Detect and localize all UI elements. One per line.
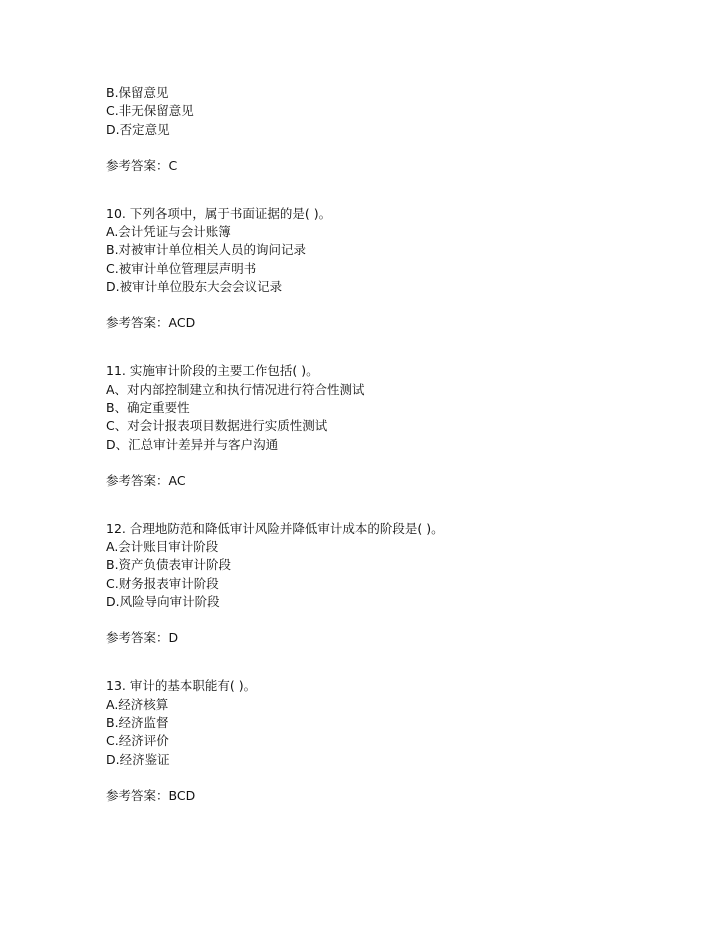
option-d: D.风险导向审计阶段 — [106, 594, 220, 610]
option-a: A.会计凭证与会计账簿 — [106, 224, 231, 240]
option-c: C.经济评价 — [106, 733, 169, 749]
reference-answer — [106, 629, 686, 647]
reference-answer — [106, 314, 686, 332]
question-text: 12. 合理地防范和降低审计风险并降低审计成本的阶段是( )。 — [106, 520, 444, 536]
option-c: C.非无保留意见 — [106, 103, 194, 119]
answer-value: C — [168, 157, 178, 173]
reference-answer — [106, 157, 686, 175]
document-page — [106, 84, 686, 805]
option-d: D、汇总审计差异并与客户沟通 — [106, 436, 279, 452]
answer-label: 参考答案： — [106, 315, 169, 331]
option-b: B.对被审计单位相关人员的询问记录 — [106, 242, 307, 258]
question-text: 13. 审计的基本职能有( )。 — [106, 678, 257, 694]
answer-value: AC — [168, 472, 186, 488]
question-text: 10. 下列各项中，属于书面证据的是( )。 — [106, 205, 332, 221]
question-block-13 — [106, 677, 686, 804]
answer-value: ACD — [168, 315, 196, 331]
option-b: B.保留意见 — [106, 85, 169, 100]
answer-label: 参考答案： — [106, 787, 169, 803]
option-d: D.否定意见 — [106, 121, 170, 137]
answer-value: D — [168, 630, 179, 646]
option-c: C.财务报表审计阶段 — [106, 575, 219, 591]
reference-answer — [106, 787, 686, 805]
option-a: A、对内部控制建立和执行情况进行符合性测试 — [106, 381, 365, 397]
option-b: B.资产负债表审计阶段 — [106, 557, 232, 573]
reference-answer — [106, 472, 686, 490]
answer-label: 参考答案： — [106, 157, 169, 173]
question-block-9 — [106, 84, 686, 175]
question-block-12 — [106, 520, 686, 647]
answer-label: 参考答案： — [106, 630, 169, 646]
question-block-11 — [106, 362, 686, 489]
option-d: D.经济鉴证 — [106, 751, 170, 767]
option-a: A.会计账目审计阶段 — [106, 539, 219, 555]
option-a: A.经济核算 — [106, 696, 169, 712]
option-c: C.被审计单位管理层声明书 — [106, 260, 257, 276]
answer-label: 参考答案： — [106, 472, 169, 488]
question-text: 11. 实施审计阶段的主要工作包括( )。 — [106, 363, 319, 379]
question-block-10 — [106, 205, 686, 332]
answer-value: BCD — [168, 787, 196, 803]
option-b: B.经济监督 — [106, 714, 169, 730]
option-c: C、对会计报表项目数据进行实质性测试 — [106, 418, 328, 434]
option-b: B、确定重要性 — [106, 399, 190, 415]
option-d: D.被审计单位股东大会会议记录 — [106, 279, 283, 295]
